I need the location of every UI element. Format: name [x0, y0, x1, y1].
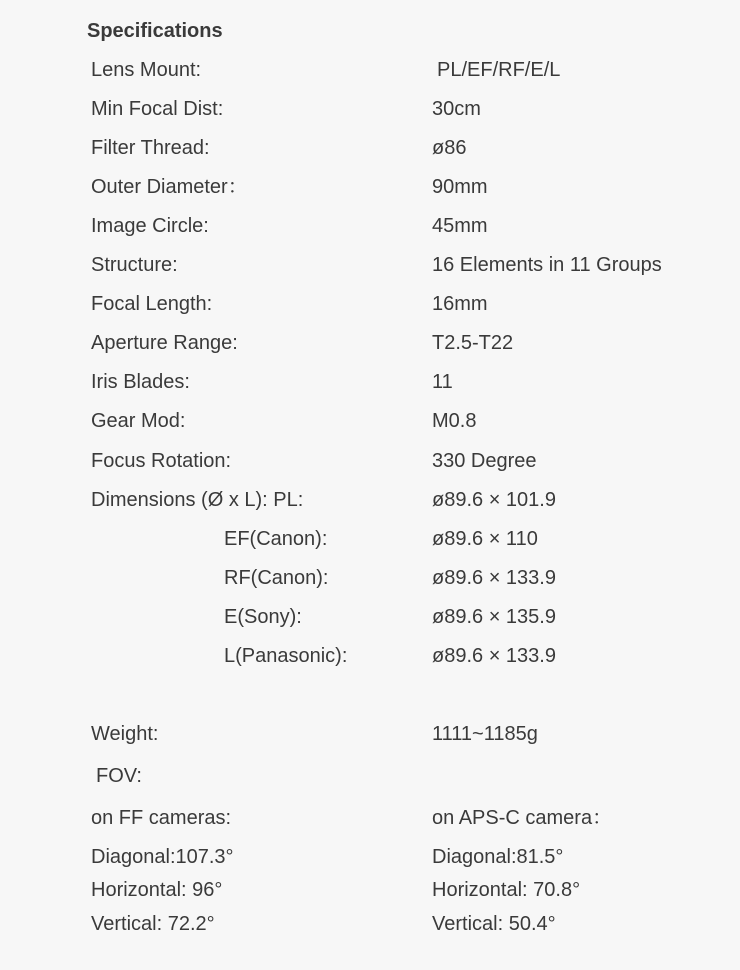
fov-diagonal-row [0, 842, 740, 872]
fov-apsc-horizontal: Horizontal: 70.8° [432, 879, 581, 901]
spec-label: Aperture Range: [91, 332, 238, 354]
spec-row-aperture-range [0, 328, 740, 358]
spec-row-lens-mount [0, 55, 740, 85]
spec-label: Focus Rotation: [91, 450, 232, 472]
spec-row-weight [0, 719, 740, 749]
spec-value: 1111~1185g [432, 723, 538, 745]
spec-value: T2.5-T22 [432, 332, 514, 354]
spec-row-focal-length [0, 289, 740, 319]
spec-row-focus-rotation [0, 446, 740, 476]
dimension-value: ø89.6 × 133.9 [432, 645, 556, 667]
spec-row-gear-mod [0, 406, 740, 436]
fov-heading-row [0, 761, 740, 791]
fov-ff-vertical: Vertical: 72.2° [91, 913, 215, 935]
dimension-row-rf [0, 563, 740, 593]
dimension-row-e [0, 602, 740, 632]
spec-value: M0.8 [432, 410, 477, 432]
fov-apsc-diagonal: Diagonal:81.5° [432, 846, 564, 868]
dimension-label: RF(Canon): [224, 567, 329, 589]
spec-label: Gear Mod: [91, 410, 186, 432]
spec-row-structure [0, 250, 740, 280]
dimension-value: ø89.6 × 133.9 [432, 567, 556, 589]
dimension-label: E(Sony): [224, 606, 302, 628]
spec-label: Min Focal Dist: [91, 98, 224, 120]
spec-row-image-circle [0, 211, 740, 241]
spec-value: 90mm [432, 176, 488, 198]
spec-value: 16 Elements in 11 Groups [432, 254, 662, 276]
spec-label: Outer Diameter： [91, 176, 248, 198]
spec-row-outer-diameter [0, 172, 740, 202]
spec-row-iris-blades [0, 367, 740, 397]
dimension-value: ø89.6 × 110 [432, 528, 538, 550]
fov-horizontal-row [0, 875, 740, 905]
spec-value: 30cm [432, 98, 481, 120]
spec-value: 16mm [432, 293, 488, 315]
spec-label: Image Circle: [91, 215, 209, 237]
spec-value: 330 Degree [432, 450, 537, 472]
spec-value: ø86 [432, 137, 467, 159]
spec-value: PL/EF/RF/E/L [437, 59, 561, 81]
spec-row-min-focal-dist [0, 94, 740, 124]
spec-value: 11 [432, 371, 453, 393]
dimension-value: ø89.6 × 135.9 [432, 606, 556, 628]
spec-value: ø89.6 × 101.9 [432, 489, 556, 511]
fov-vertical-row [0, 909, 740, 939]
spec-label: Filter Thread: [91, 137, 210, 159]
fov-ff-horizontal: Horizontal: 96° [91, 879, 223, 901]
dimension-label: L(Panasonic): [224, 645, 348, 667]
spec-label: Structure: [91, 254, 178, 276]
fov-title-row [0, 803, 740, 833]
spec-row-dimensions-pl [0, 485, 740, 515]
spec-label: Focal Length: [91, 293, 213, 315]
fov-apsc-vertical: Vertical: 50.4° [432, 913, 556, 935]
fov-label: FOV: [96, 765, 142, 787]
spec-label: Dimensions (Ø x L): PL: [91, 489, 304, 511]
fov-apsc-title: on APS-C camera： [432, 807, 613, 829]
dimension-label: EF(Canon): [224, 528, 328, 550]
fov-ff-title: on FF cameras: [91, 807, 232, 829]
spec-value: 45mm [432, 215, 488, 237]
dimension-row-l [0, 641, 740, 671]
spec-label: Lens Mount: [91, 59, 202, 81]
spec-row-filter-thread [0, 133, 740, 163]
spec-label: Weight: [91, 723, 159, 745]
dimension-row-ef [0, 524, 740, 554]
spec-label: Iris Blades: [91, 371, 190, 393]
specifications-heading: Specifications [87, 20, 223, 42]
fov-ff-diagonal: Diagonal:107.3° [91, 846, 234, 868]
